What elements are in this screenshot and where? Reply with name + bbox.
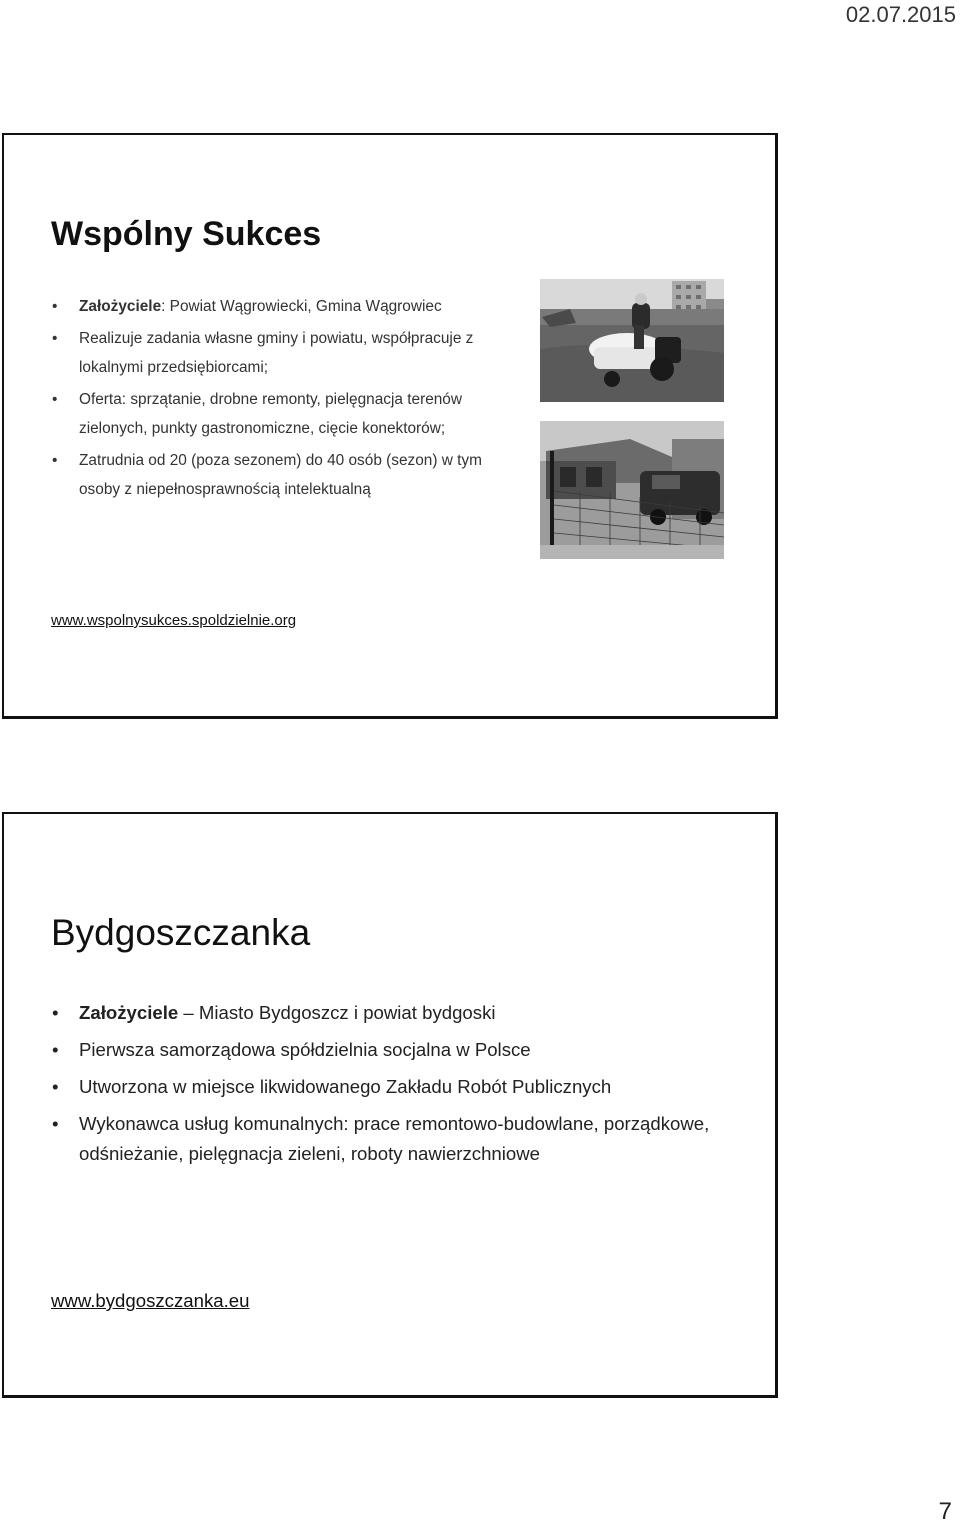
bullet-text: Wykonawca usług komunalnych: prace remontowo-budowlane, porządkowe, odśnieżanie, pielęgnacja zieleni, roboty nawierzchniowe [79, 1113, 710, 1164]
slide-wspolny-sukces [2, 133, 778, 719]
list-item [52, 1035, 752, 1065]
list-item [52, 1072, 752, 1102]
van-and-building-photo [540, 421, 724, 559]
bullet-icon: • [52, 1002, 59, 1023]
website-link[interactable]: www.wspolnysukces.spoldzielnie.org [51, 612, 297, 629]
bullet-text: Oferta: sprzątanie, drobne remonty, pielęgnacja terenów zielonych, punkty gastronomiczne, cięcie konektorów; [79, 391, 462, 437]
website-link[interactable]: www.bydgoszczanka.eu [51, 1290, 250, 1311]
header-date: 02.07.2015 [845, 2, 956, 27]
list-item [52, 446, 492, 504]
slide-title: Bydgoszczanka [51, 912, 311, 953]
bullet-text: Realizuje zadania własne gminy i powiatu, współpracuje z lokalnymi przedsiębiorcami; [79, 330, 474, 376]
bullet-text: Zatrudnia od 20 (poza sezonem) do 40 osób (sezon) w tym osoby z niepełnosprawnością intelektualną [79, 452, 482, 498]
slide-bydgoszczanka [2, 812, 778, 1398]
bullet-list [52, 292, 492, 507]
bullet-bold-label: Założyciele [79, 1002, 179, 1023]
bullet-icon: • [52, 1113, 59, 1134]
list-item [52, 1109, 752, 1169]
bullet-icon: • [52, 452, 58, 469]
bullet-icon: • [52, 1039, 59, 1060]
bullet-text: Utworzona w miejsce likwidowanego Zakładu Robót Publicznych [79, 1076, 612, 1097]
bullet-icon: • [52, 1076, 59, 1097]
slide-title: Wspólny Sukces [51, 215, 322, 253]
list-item [52, 385, 492, 443]
list-item [52, 998, 752, 1028]
lawn-mower-photo [540, 279, 724, 402]
page-number: 7 [938, 1498, 952, 1525]
list-item [52, 324, 492, 382]
bullet-text: Pierwsza samorządowa spółdzielnia socjalna w Polsce [79, 1039, 531, 1060]
bullet-text: – Miasto Bydgoszcz i powiat bydgoski [178, 1002, 496, 1023]
bullet-icon: • [52, 298, 58, 315]
bullet-icon: • [52, 330, 58, 347]
bullet-bold-label: Założyciele [79, 298, 162, 315]
bullet-list [52, 998, 752, 1176]
list-item [52, 292, 492, 321]
bullet-text: : Powiat Wągrowiecki, Gmina Wągrowiec [161, 298, 442, 315]
bullet-icon: • [52, 391, 58, 408]
